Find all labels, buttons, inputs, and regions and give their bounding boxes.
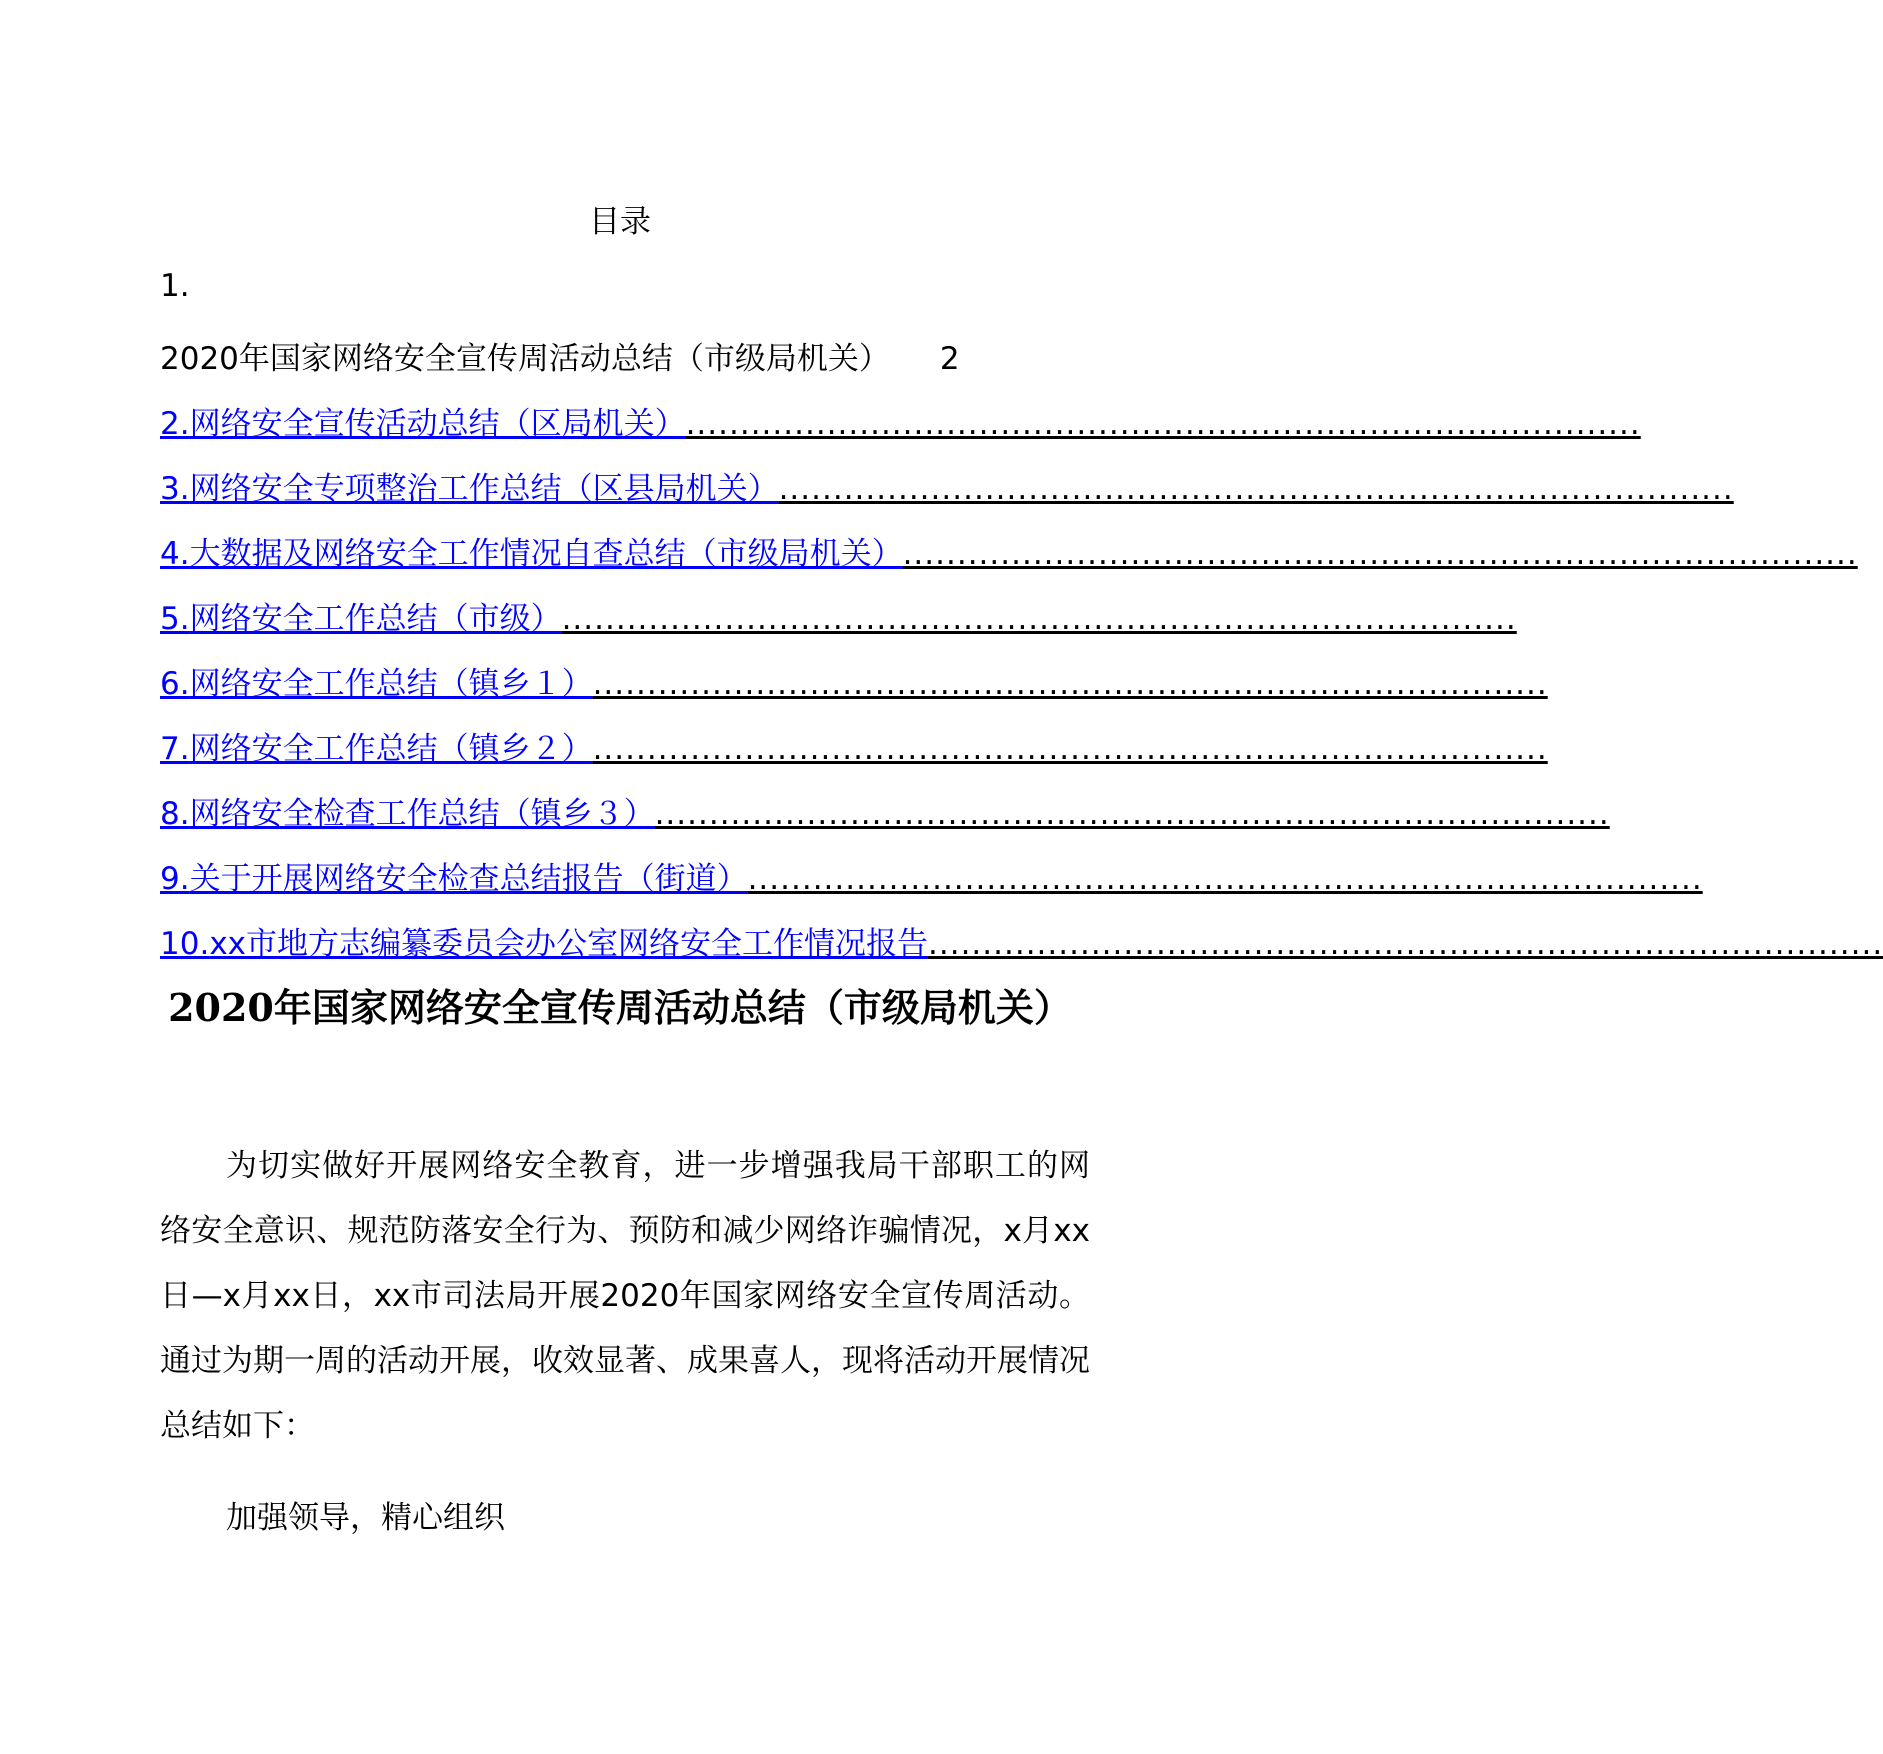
toc-leader-dots: ........................................................................................ [778, 471, 1734, 507]
toc-link-text[interactable]: 网络安全宣传活动总结（区局机关） [189, 406, 686, 442]
toc-link-item[interactable] [160, 398, 1641, 463]
toc-first-entry-text: 2020年国家网络安全宣传周活动总结（市级局机关） [160, 341, 890, 377]
toc-leader-dots: ........................................................................................ [685, 406, 1641, 442]
toc-link-item[interactable] [160, 723, 1548, 788]
toc-link-item[interactable] [160, 788, 1610, 853]
toc-leader-dots: ........................................................................................ [561, 601, 1517, 637]
toc-link-text[interactable]: 网络安全工作总结（镇乡２） [189, 731, 593, 767]
toc-link-item[interactable] [160, 528, 1858, 593]
body-paragraph: 为切实做好开展网络安全教育，进一步增强我局干部职工的网络安全意识、规范防落安全行为、预防和减少网络诈骗情况，x月xx日—x月xx日，xx市司法局开展2020年国家网络安全宣传周活动。通过为期一周的活动开展，收效显著、成果喜人，现将活动开展情况总结如下： [160, 1148, 1090, 1444]
toc-link-text[interactable]: xx市地方志编纂委员会办公室网络安全工作情况报告 [209, 926, 929, 962]
toc-leader-dots: ........................................................................................ [592, 666, 1548, 702]
document-heading: 2020年国家网络安全宣传周活动总结（市级局机关） [168, 985, 1072, 1030]
toc-list [160, 398, 1883, 983]
toc-first-entry [160, 333, 960, 378]
toc-link-number[interactable]: 9. [160, 861, 190, 897]
toc-leader-dots: ........................................................................................ [592, 731, 1548, 767]
toc-link-item[interactable] [160, 918, 1883, 983]
toc-link-text[interactable]: 关于开展网络安全检查总结报告（街道） [189, 861, 748, 897]
toc-link-number[interactable]: 6. [160, 666, 190, 702]
toc-link-number[interactable]: 10. [160, 926, 210, 962]
toc-link-text[interactable]: 网络安全专项整治工作总结（区县局机关） [189, 471, 779, 507]
toc-link-number[interactable]: 3. [160, 471, 190, 507]
toc-leader-dots: ........................................................................................ [654, 796, 1610, 832]
toc-title: 目录 [589, 204, 651, 240]
toc-link-number[interactable]: 5. [160, 601, 190, 637]
section-heading: 加强领导，精心组织 [226, 1500, 505, 1536]
toc-link-number[interactable]: 8. [160, 796, 190, 832]
toc-link-text[interactable]: 网络安全工作总结（市级） [189, 601, 562, 637]
toc-link-text[interactable]: 网络安全检查工作总结（镇乡３） [189, 796, 655, 832]
toc-link-item[interactable] [160, 463, 1734, 528]
toc-link-item[interactable] [160, 853, 1703, 918]
toc-leader-dots: ........................................................................................ [928, 926, 1883, 962]
toc-leader-dots: ........................................................................................ [902, 536, 1858, 572]
toc-leader-dots: ........................................................................................ [747, 861, 1703, 897]
toc-link-text[interactable]: 网络安全工作总结（镇乡１） [189, 666, 593, 702]
toc-link-number[interactable]: 7. [160, 731, 190, 767]
toc-first-entry-page: 2 [939, 341, 960, 377]
toc-link-text[interactable]: 大数据及网络安全工作情况自查总结（市级局机关） [189, 536, 903, 572]
toc-link-number[interactable]: 2. [160, 406, 190, 442]
toc-link-item[interactable] [160, 658, 1548, 723]
toc-first-number: 1. [160, 268, 190, 304]
toc-link-number[interactable]: 4. [160, 536, 190, 572]
toc-link-item[interactable] [160, 593, 1517, 658]
